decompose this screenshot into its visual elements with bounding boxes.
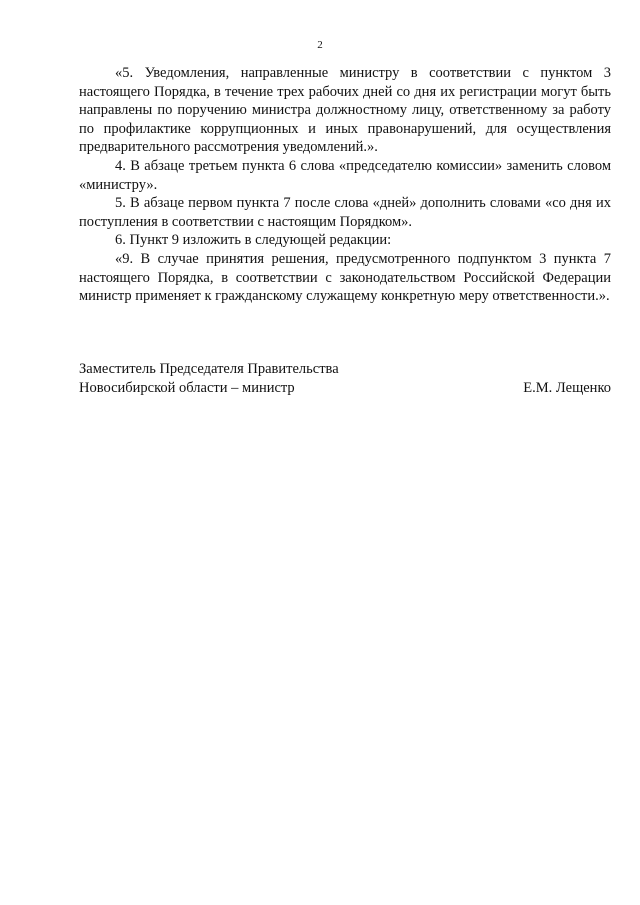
paragraph-item-9-amendment: «9. В случае принятия решения, предусмотренного подпунктом 3 пункта 7 настоящего Порядка, в соответствии с законодательством Российской Федерации министр применяет к гражданскому служащему конкретную меру ответственности.». xyxy=(79,250,611,305)
paragraph-point-6: 6. Пункт 9 изложить в следующей редакции: xyxy=(115,232,392,249)
paragraph-point-4: 4. В абзаце третьем пункта 6 слова «председателю комиссии» заменить словом «министру». xyxy=(79,157,611,193)
page-number: 2 xyxy=(317,39,323,51)
signatory-title-line1: Заместитель Председателя Правительства xyxy=(79,361,339,377)
paragraph-point-5: 5. В абзаце первом пункта 7 после слова «дней» дополнить словами «со дня их поступления в соответствии с настоящим Порядком». xyxy=(79,195,611,230)
signature-block xyxy=(79,360,611,397)
signatory-name: Е.М. Лещенко xyxy=(523,379,611,396)
paragraph-item-5-amendment: «5. Уведомления, направленные министру в соответствии с пунктом 3 настоящего Порядка, в течение трех рабочих дней со дня их регистрации могут быть направлены по поручению министра должностному лицу, ответственному за работу по профилактике коррупционных и иных правонарушений, для осуществления предварительного рассмотрения уведомлений.». xyxy=(79,65,611,156)
signature-row xyxy=(79,379,611,398)
signatory-title-line2: Новосибирской области – министр xyxy=(79,379,295,396)
document-body xyxy=(79,64,611,306)
